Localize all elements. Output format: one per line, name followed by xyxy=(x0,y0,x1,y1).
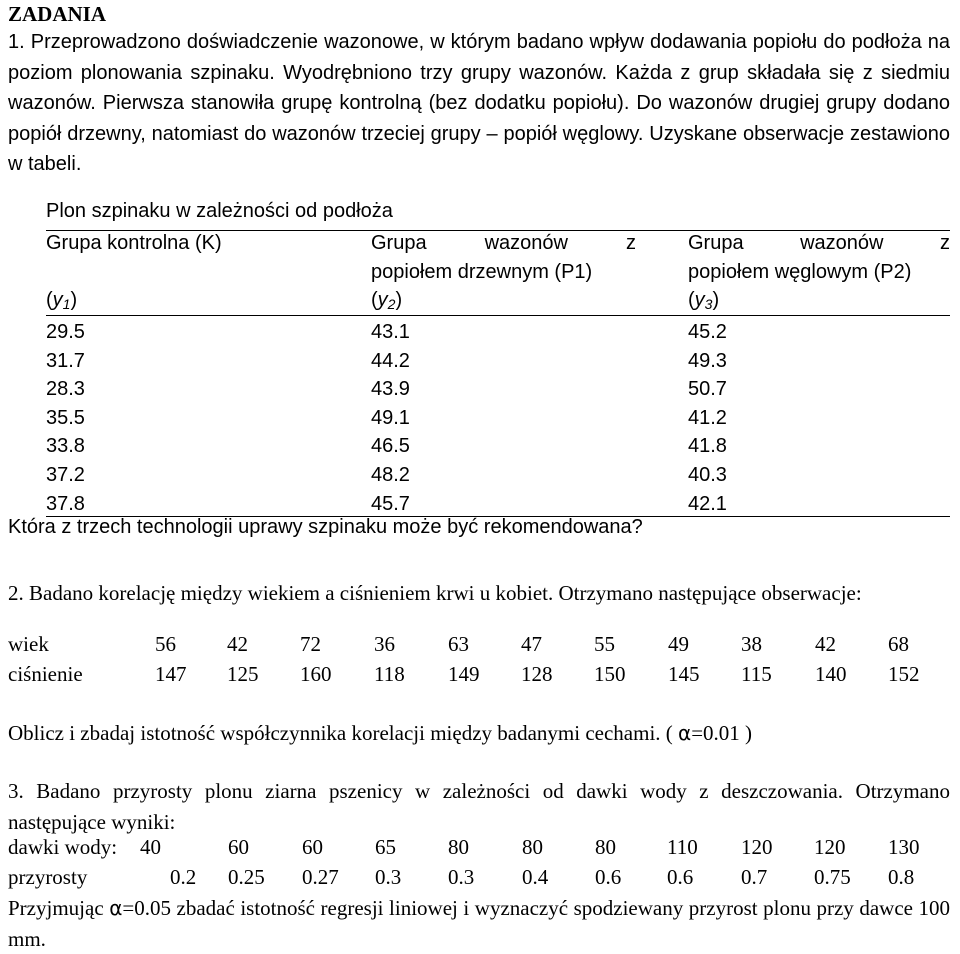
row-value: 0.3 xyxy=(375,865,402,889)
table-header-rule xyxy=(46,315,950,316)
row-value: 145 xyxy=(668,662,700,686)
row-value: 0.3 xyxy=(448,865,475,889)
yield-increase-row xyxy=(8,862,950,892)
table-cell: 41.8 xyxy=(688,435,727,458)
table-cell: 33.8 xyxy=(46,435,85,458)
age-label: wiek xyxy=(8,632,49,656)
row-value: 72 xyxy=(300,632,321,656)
row-value: 65 xyxy=(375,835,396,859)
row-value: 60 xyxy=(302,835,323,859)
col-var-y3: $(y_3)$ xyxy=(688,289,720,312)
row-value: 0.27 xyxy=(302,865,339,889)
row-value: 115 xyxy=(741,662,772,686)
row-value: 0.7 xyxy=(741,865,768,889)
row-value: 130 xyxy=(888,835,920,859)
row-value: 0.6 xyxy=(667,865,694,889)
table-cell: 28.3 xyxy=(46,378,85,401)
row-value: 0.25 xyxy=(228,865,265,889)
row-value: 80 xyxy=(595,835,616,859)
task2-text: 2. Badano korelację między wiekiem a ciśnieniem krwi u kobiet. Otrzymano następujące obserwacje: xyxy=(8,581,862,605)
table-cell: 43.9 xyxy=(371,378,410,401)
row-value: 68 xyxy=(888,632,909,656)
row-value: 56 xyxy=(155,632,176,656)
row-value: 55 xyxy=(594,632,615,656)
table-cell: 31.7 xyxy=(46,349,85,372)
table-cell: 49.1 xyxy=(371,406,410,429)
row-value: 60 xyxy=(228,835,249,859)
yield-increase-label: przyrosty xyxy=(8,865,88,889)
table-cell: 45.7 xyxy=(371,492,410,515)
row-value: 40 xyxy=(140,835,161,859)
row-value: 147 xyxy=(155,662,187,686)
col-var-y1: $(y_1)$ xyxy=(46,289,78,312)
table-cell: 50.7 xyxy=(688,378,727,401)
col-header-k: Grupa kontrolna (K) xyxy=(46,232,222,254)
table-cell: 41.2 xyxy=(688,406,727,429)
row-value: 38 xyxy=(741,632,762,656)
table-cell: 49.3 xyxy=(688,349,727,372)
row-value: 118 xyxy=(374,662,405,686)
row-value: 0.2 xyxy=(170,865,197,889)
row-value: 0.6 xyxy=(595,865,622,889)
alpha-symbol: α xyxy=(678,721,692,745)
row-value: 47 xyxy=(521,632,542,656)
table-cell: 44.2 xyxy=(371,349,410,372)
row-value: 36 xyxy=(374,632,395,656)
row-value: 149 xyxy=(448,662,480,686)
row-value: 128 xyxy=(521,662,553,686)
table-cell: 42.1 xyxy=(688,492,727,515)
pressure-label: ciśnienie xyxy=(8,662,83,686)
document-title: ZADANIA xyxy=(8,2,107,26)
row-value: 120 xyxy=(741,835,773,859)
table-cell: 37.8 xyxy=(46,492,85,515)
row-value: 125 xyxy=(227,662,259,686)
age-row xyxy=(8,629,950,659)
row-value: 160 xyxy=(300,662,332,686)
table-cell: 40.3 xyxy=(688,464,727,486)
task2-instruction: Oblicz i zbadaj istotność współczynnika korelacji między badanymi cechami. ( α=0.01 ) xyxy=(8,721,753,745)
row-value: 80 xyxy=(448,835,469,859)
task3-instruction: Przyjmując α=0.05 zbadać istotność regresji liniowej i wyznaczyć spodziewany przyrost plonu przy dawce 100 mm. xyxy=(8,896,951,951)
row-value: 120 xyxy=(814,835,846,859)
col-header-p1-line2: popiołem drzewnym (P1) xyxy=(371,261,593,283)
task3-text: 3. Badano przyrosty plonu ziarna pszenicy w zależności od dawki wody z deszczowania. Otrzymano następujące wyniki: xyxy=(8,779,950,834)
table-cell: 46.5 xyxy=(371,435,410,458)
row-value: 0.8 xyxy=(888,865,915,889)
table-cell: 29.5 xyxy=(46,321,85,343)
row-value: 140 xyxy=(815,662,847,686)
col-header-p2: Grupa wazonów z xyxy=(688,232,950,254)
table-cell: 35.5 xyxy=(46,406,85,429)
row-value: 0.4 xyxy=(522,865,549,889)
water-dose-row xyxy=(8,832,950,862)
table-caption: Plon szpinaku w zależności od podłoża xyxy=(46,200,393,222)
pressure-row xyxy=(8,659,950,689)
row-value: 80 xyxy=(522,835,543,859)
row-value: 42 xyxy=(815,632,836,656)
table-cell: 43.1 xyxy=(371,321,410,343)
row-value: 110 xyxy=(667,835,698,859)
task1-text: 1. Przeprowadzono doświadczenie wazonowe, w którym badano wpływ dodawania popiołu do podłoża na poziom plonowania szpinaku. Wyodrębniono trzy grupy wazonów. Każda z grup składała się z siedmiu wazonów. Pierwsza stanowiła grupę kontrolną (bez dodatku popiołu). Do wazonów drugiej grupy dodano popiół drzewny, natomiast do wazonów trzeciej grupy – popiół węglowy. Uzyskane obserwacje zestawiono w tabeli. xyxy=(8,31,950,176)
row-value: 63 xyxy=(448,632,469,656)
table-cell: 37.2 xyxy=(46,464,85,486)
alpha-symbol-2: α xyxy=(109,896,123,920)
col-header-p1: Grupa wazonów z xyxy=(371,232,636,254)
col-header-p2-line2: popiołem węglowym (P2) xyxy=(688,261,912,283)
col-var-y2: $(y_2)$ xyxy=(371,289,403,312)
row-value: 152 xyxy=(888,662,920,686)
table-cell: 48.2 xyxy=(371,464,410,486)
water-dose-label: dawki wody: xyxy=(8,835,118,859)
row-value: 42 xyxy=(227,632,248,656)
row-value: 150 xyxy=(594,662,626,686)
table-cell: 45.2 xyxy=(688,321,727,343)
task1-question: Która z trzech technologii uprawy szpinaku może być rekomendowana? xyxy=(8,516,643,538)
row-value: 0.75 xyxy=(814,865,851,889)
row-value: 49 xyxy=(668,632,689,656)
